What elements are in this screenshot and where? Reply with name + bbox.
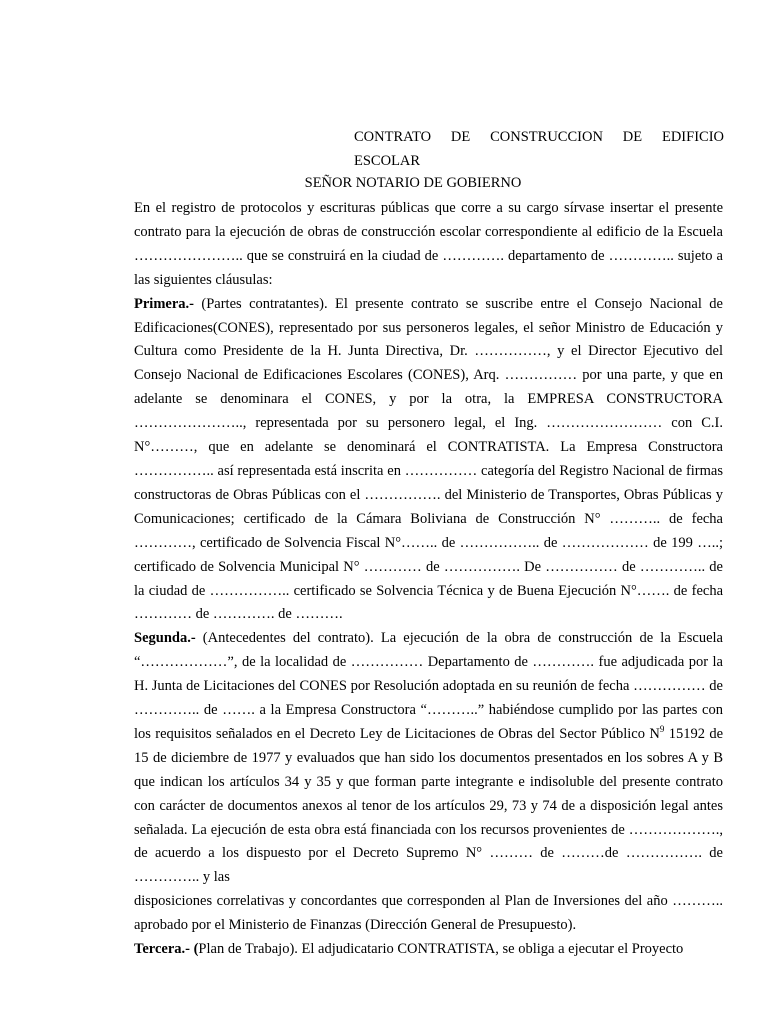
clause-segunda — [134, 627, 723, 890]
document-body — [134, 197, 723, 962]
clause-segunda-superscript: 9 — [659, 724, 665, 735]
clause-tercera — [134, 938, 723, 962]
clause-primera-heading: Primera.- — [134, 295, 194, 312]
clause-segunda-text-a: (Antecedentes del contrato). La ejecución de la obra de construcción de la Escuela “………………”, de la localidad de …………… Departamento de …………. fue adjudicada por la H. Junta de Licitaciones del CONES por Resolución adoptada en su reunión de fecha …………… de ………….. de ……. a la Empresa Constructora “………..” habiéndose cumplido por las partes con los requisitos señalados en el Decreto Ley de Licitaciones de Obras del Sector Público N — [134, 630, 723, 742]
clause-segunda-continuation: disposiciones correlativas y concordantes que corresponden al Plan de Inversiones del año ……….. aprobado por el Ministerio de Finanzas (Dirección General de Presupuesto). — [134, 893, 723, 934]
addressee-heading: SEÑOR NOTARIO DE GOBIERNO — [304, 175, 522, 191]
clause-segunda-text-b: 15192 de 15 de diciembre de 1977 y evaluados que han sido los documentos presentados en los sobres A y B que indican los artículos 34 y 35 y que forman parte integrante e indisoluble del presente contrato con carácter de documentos anexos al tenor de los artículos 29, 73 y 74 de a disposición legal antes señalada. La ejecución de esta obra está financiada con los recursos provenientes de ………………., de acuerdo a los dispuesto por el Decreto Supremo N° ……… de ………de ……………. de ………….. y las — [134, 725, 724, 886]
clause-segunda-heading: Segunda.- — [134, 630, 196, 647]
clause-tercera-heading: Tercera.- ( — [134, 941, 199, 958]
document-title — [354, 125, 724, 173]
clause-tercera-text: Plan de Trabajo). El adjudicatario CONTRATISTA, se obliga a ejecutar el Proyecto — [198, 941, 684, 958]
clause-primera-text: (Partes contratantes). El presente contrato se suscribe entre el Consejo Nacional de Edificaciones(CONES), representado por sus personeros legales, el señor Ministro de Educación y Cultura como Presidente de la H. Junta Directiva, Dr. ……………, y el Director Ejecutivo del Consejo Nacional de Edificaciones Escolares (CONES), Arq. …………… por una parte, y que en adelante se denominara el CONES, y por la otra, la EMPRESA CONSTRUCTORA ………………….., representada por su personero legal, el Ing. …………………… con C.I. N°………, que en adelante se denominará el CONTRATISTA. La Empresa Constructora …………….. así representada está inscrita en …………… categoría del Registro Nacional de firmas constructoras de Obras Públicas con el ……………. del Ministerio de Transportes, Obras Públicas y Comunicaciones; certificado de la Cámara Boliviana de Construcción N° ……….. de fecha …………, certificado de Solvencia Fiscal N°…….. de …………….. de ……………… de 199 …..; certificado de Solvencia Municipal N° ………… de ……………. De …………… de ………….. de la ciudad de …………….. certificado se Solvencia Técnica y de Buena Ejecución N°……. de fecha ………… de …………. de ………. — [134, 295, 723, 623]
title-line-1: CONTRATO DE CONSTRUCCION DE EDIFICIO — [354, 129, 724, 145]
clause-primera — [134, 293, 723, 628]
intro-paragraph: En el registro de protocolos y escrituras públicas que corre a su cargo sírvase insertar el presente contrato para la ejecución de obras de construcción escolar correspondiente al edificio de la Escuela ………………….. que se construirá en la ciudad de …………. departamento de ………….. sujeto a las siguientes cláusulas: — [134, 200, 723, 288]
title-line-2: ESCOLAR — [354, 153, 421, 169]
